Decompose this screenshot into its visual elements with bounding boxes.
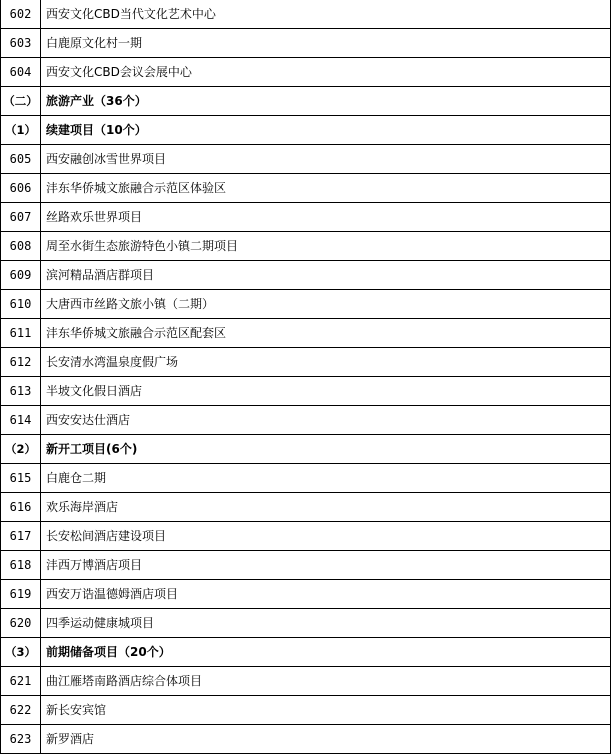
project-name: 沣东华侨城文旅融合示范区体验区 <box>41 174 611 203</box>
project-number: 603 <box>1 29 41 58</box>
table-row <box>1 290 611 319</box>
table-row <box>1 203 611 232</box>
project-number: 608 <box>1 232 41 261</box>
section-title: 旅游产业（36个） <box>41 87 611 116</box>
section-header-row <box>1 638 611 667</box>
section-title: 前期储备项目（20个） <box>41 638 611 667</box>
project-name: 西安万诰温德姆酒店项目 <box>41 580 611 609</box>
table-row <box>1 29 611 58</box>
table-row <box>1 667 611 696</box>
table-row <box>1 145 611 174</box>
project-number: 623 <box>1 725 41 754</box>
project-number: 611 <box>1 319 41 348</box>
table-row <box>1 0 611 29</box>
table-row <box>1 377 611 406</box>
project-name: 白鹿仓二期 <box>41 464 611 493</box>
table-row <box>1 609 611 638</box>
project-name: 半坡文化假日酒店 <box>41 377 611 406</box>
project-name: 西安文化CBD会议会展中心 <box>41 58 611 87</box>
project-number: 618 <box>1 551 41 580</box>
table-row <box>1 319 611 348</box>
project-name: 长安清水湾温泉度假广场 <box>41 348 611 377</box>
project-number: 604 <box>1 58 41 87</box>
section-number: （3） <box>1 638 41 667</box>
table-row <box>1 493 611 522</box>
table-row <box>1 406 611 435</box>
project-number: 619 <box>1 580 41 609</box>
project-name: 西安融创冰雪世界项目 <box>41 145 611 174</box>
project-name: 新罗酒店 <box>41 725 611 754</box>
table-row <box>1 174 611 203</box>
project-name: 欢乐海岸酒店 <box>41 493 611 522</box>
table-row <box>1 522 611 551</box>
project-number: 613 <box>1 377 41 406</box>
project-number: 621 <box>1 667 41 696</box>
project-name: 沣东华侨城文旅融合示范区配套区 <box>41 319 611 348</box>
project-number: 605 <box>1 145 41 174</box>
section-header-row <box>1 116 611 145</box>
project-number: 609 <box>1 261 41 290</box>
project-list-body <box>1 0 611 754</box>
project-name: 西安文化CBD当代文化艺术中心 <box>41 0 611 29</box>
table-row <box>1 348 611 377</box>
table-row <box>1 551 611 580</box>
section-title: 续建项目（10个） <box>41 116 611 145</box>
table-row <box>1 725 611 754</box>
project-number: 620 <box>1 609 41 638</box>
section-number: （二） <box>1 87 41 116</box>
table-row <box>1 580 611 609</box>
project-number: 615 <box>1 464 41 493</box>
table-row <box>1 232 611 261</box>
project-number: 622 <box>1 696 41 725</box>
project-number: 616 <box>1 493 41 522</box>
project-number: 610 <box>1 290 41 319</box>
table-row <box>1 464 611 493</box>
project-name: 白鹿原文化村一期 <box>41 29 611 58</box>
section-number: （1） <box>1 116 41 145</box>
project-name: 长安松间酒店建设项目 <box>41 522 611 551</box>
table-row <box>1 261 611 290</box>
project-number: 614 <box>1 406 41 435</box>
section-number: （2） <box>1 435 41 464</box>
project-number: 602 <box>1 0 41 29</box>
project-number: 606 <box>1 174 41 203</box>
table-row <box>1 696 611 725</box>
section-header-row <box>1 435 611 464</box>
project-name: 四季运动健康城项目 <box>41 609 611 638</box>
project-name: 滨河精品酒店群项目 <box>41 261 611 290</box>
project-name: 周至水街生态旅游特色小镇二期项目 <box>41 232 611 261</box>
project-name: 丝路欢乐世界项目 <box>41 203 611 232</box>
project-name: 西安安达仕酒店 <box>41 406 611 435</box>
project-name: 沣西万博酒店项目 <box>41 551 611 580</box>
project-number: 607 <box>1 203 41 232</box>
project-name: 新长安宾馆 <box>41 696 611 725</box>
section-title: 新开工项目(6个) <box>41 435 611 464</box>
table-row <box>1 58 611 87</box>
section-header-row <box>1 87 611 116</box>
project-number: 617 <box>1 522 41 551</box>
project-name: 大唐西市丝路文旅小镇（二期） <box>41 290 611 319</box>
project-name: 曲江雁塔南路酒店综合体项目 <box>41 667 611 696</box>
project-number: 612 <box>1 348 41 377</box>
